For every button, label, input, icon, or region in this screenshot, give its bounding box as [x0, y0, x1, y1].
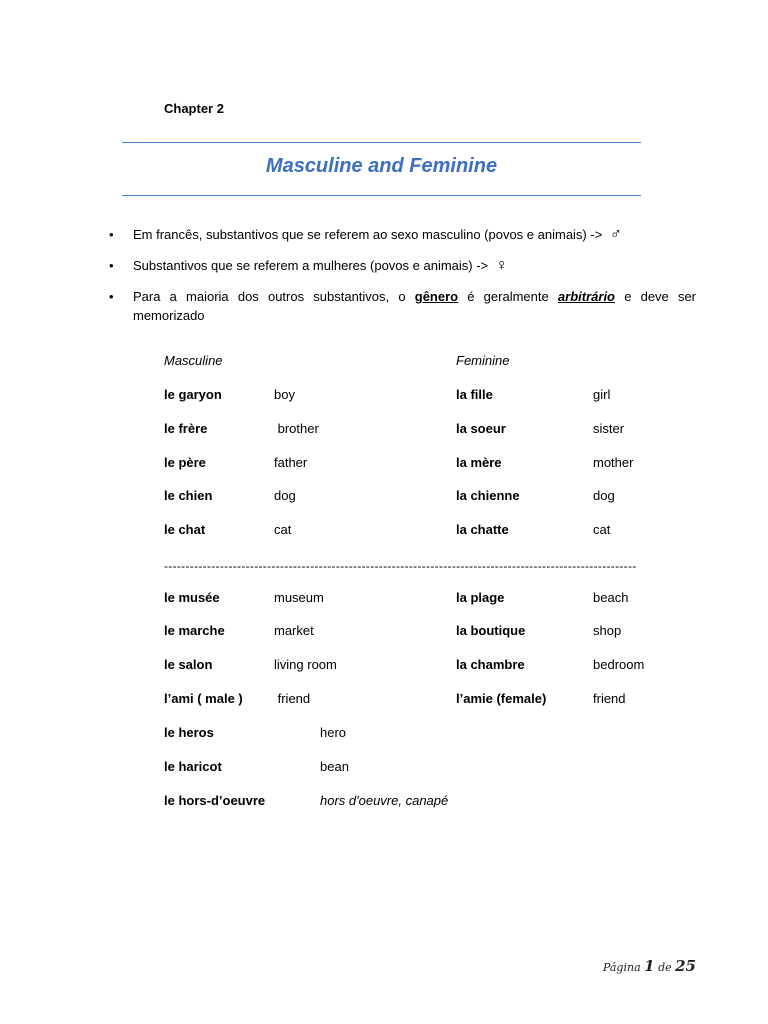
fem-translation: beach	[593, 590, 629, 605]
page-footer	[603, 957, 696, 975]
fem-word: la plage	[456, 590, 505, 605]
title-top-rule	[122, 142, 641, 143]
masc-word: le musée	[164, 590, 220, 605]
fem-word: la mère	[456, 455, 502, 470]
masc-word: le chien	[164, 488, 213, 503]
masc-word: l’ami ( male )	[164, 691, 243, 706]
masc-translation: friend	[274, 691, 311, 706]
title-bottom-rule	[122, 195, 641, 196]
fem-translation: girl	[593, 387, 611, 402]
fem-translation: sister	[593, 421, 625, 436]
masc-word: le haricot	[164, 759, 222, 774]
fem-word: l’amie (female)	[456, 691, 547, 706]
masc-word: le garyon	[164, 387, 222, 402]
masc-word: le père	[164, 455, 206, 470]
bullet-feminine	[108, 256, 696, 275]
footer-prefix: Página	[602, 961, 641, 974]
fem-translation: mother	[593, 455, 634, 470]
bullet-text: é geralmente	[467, 289, 549, 304]
masc-translation: living room	[274, 657, 337, 672]
fem-translation: friend	[593, 691, 626, 706]
fem-word: la fille	[456, 387, 493, 402]
masc-translation: market	[274, 623, 314, 638]
fem-translation: cat	[593, 522, 611, 537]
fem-word: la chambre	[456, 657, 525, 672]
genero-word: gênero	[414, 289, 459, 304]
fem-word: la soeur	[456, 421, 506, 436]
masc-translation: hero	[320, 725, 347, 740]
feminine-header: Feminine	[456, 353, 510, 368]
masc-word: le marche	[164, 623, 225, 638]
masc-translation: museum	[274, 590, 324, 605]
page-total: 25	[675, 957, 696, 975]
bullet-text: Em francês, substantivos que se referem ao sexo masculino (povos e animais) ->	[133, 227, 603, 242]
dashed-separator: --------------------------------------------------------------------------------------------------------------	[164, 559, 637, 573]
bullet-text: e deve ser memorizado	[133, 289, 697, 323]
female-symbol-icon: ♀	[495, 257, 508, 274]
fem-word: la boutique	[456, 623, 526, 638]
chapter-label: Chapter 2	[164, 101, 224, 116]
page-title: Masculine and Feminine	[265, 155, 498, 177]
masc-word: le chat	[164, 522, 206, 537]
masc-word: le frère	[164, 421, 208, 436]
bullet-text: Para a maioria dos outros substantivos, o	[133, 289, 406, 304]
bullet-dot: •	[109, 258, 114, 273]
male-symbol-icon: ♂	[609, 226, 622, 243]
masc-translation: dog	[274, 488, 296, 503]
fem-word: la chienne	[456, 488, 520, 503]
fem-translation: shop	[593, 623, 622, 638]
masc-word: le heros	[164, 725, 214, 740]
masc-word: le salon	[164, 657, 213, 672]
fem-translation: dog	[593, 488, 615, 503]
fem-translation: bedroom	[593, 657, 645, 672]
masc-translation: hors d'oeuvre, canapé	[320, 793, 449, 808]
page-number: 1	[644, 957, 655, 975]
bullet-arbitrary	[108, 287, 696, 325]
footer-middle: de	[658, 961, 672, 974]
masc-translation: father	[274, 455, 308, 470]
masc-translation: cat	[274, 522, 292, 537]
bullet-dot: •	[109, 227, 114, 242]
bullet-dot: •	[109, 289, 114, 304]
masc-translation: brother	[274, 421, 319, 436]
masc-word: le hors-d’oeuvre	[164, 793, 266, 808]
bullet-masculine	[108, 225, 696, 244]
bullet-text: Substantivos que se referem a mulheres (povos e animais) ->	[133, 258, 489, 273]
masc-translation: boy	[274, 387, 295, 402]
arbitrario-word: arbitrário	[557, 289, 615, 304]
fem-word: la chatte	[456, 522, 509, 537]
masculine-header: Masculine	[164, 353, 223, 368]
bullet-list	[108, 225, 696, 337]
masc-translation: bean	[320, 759, 349, 774]
